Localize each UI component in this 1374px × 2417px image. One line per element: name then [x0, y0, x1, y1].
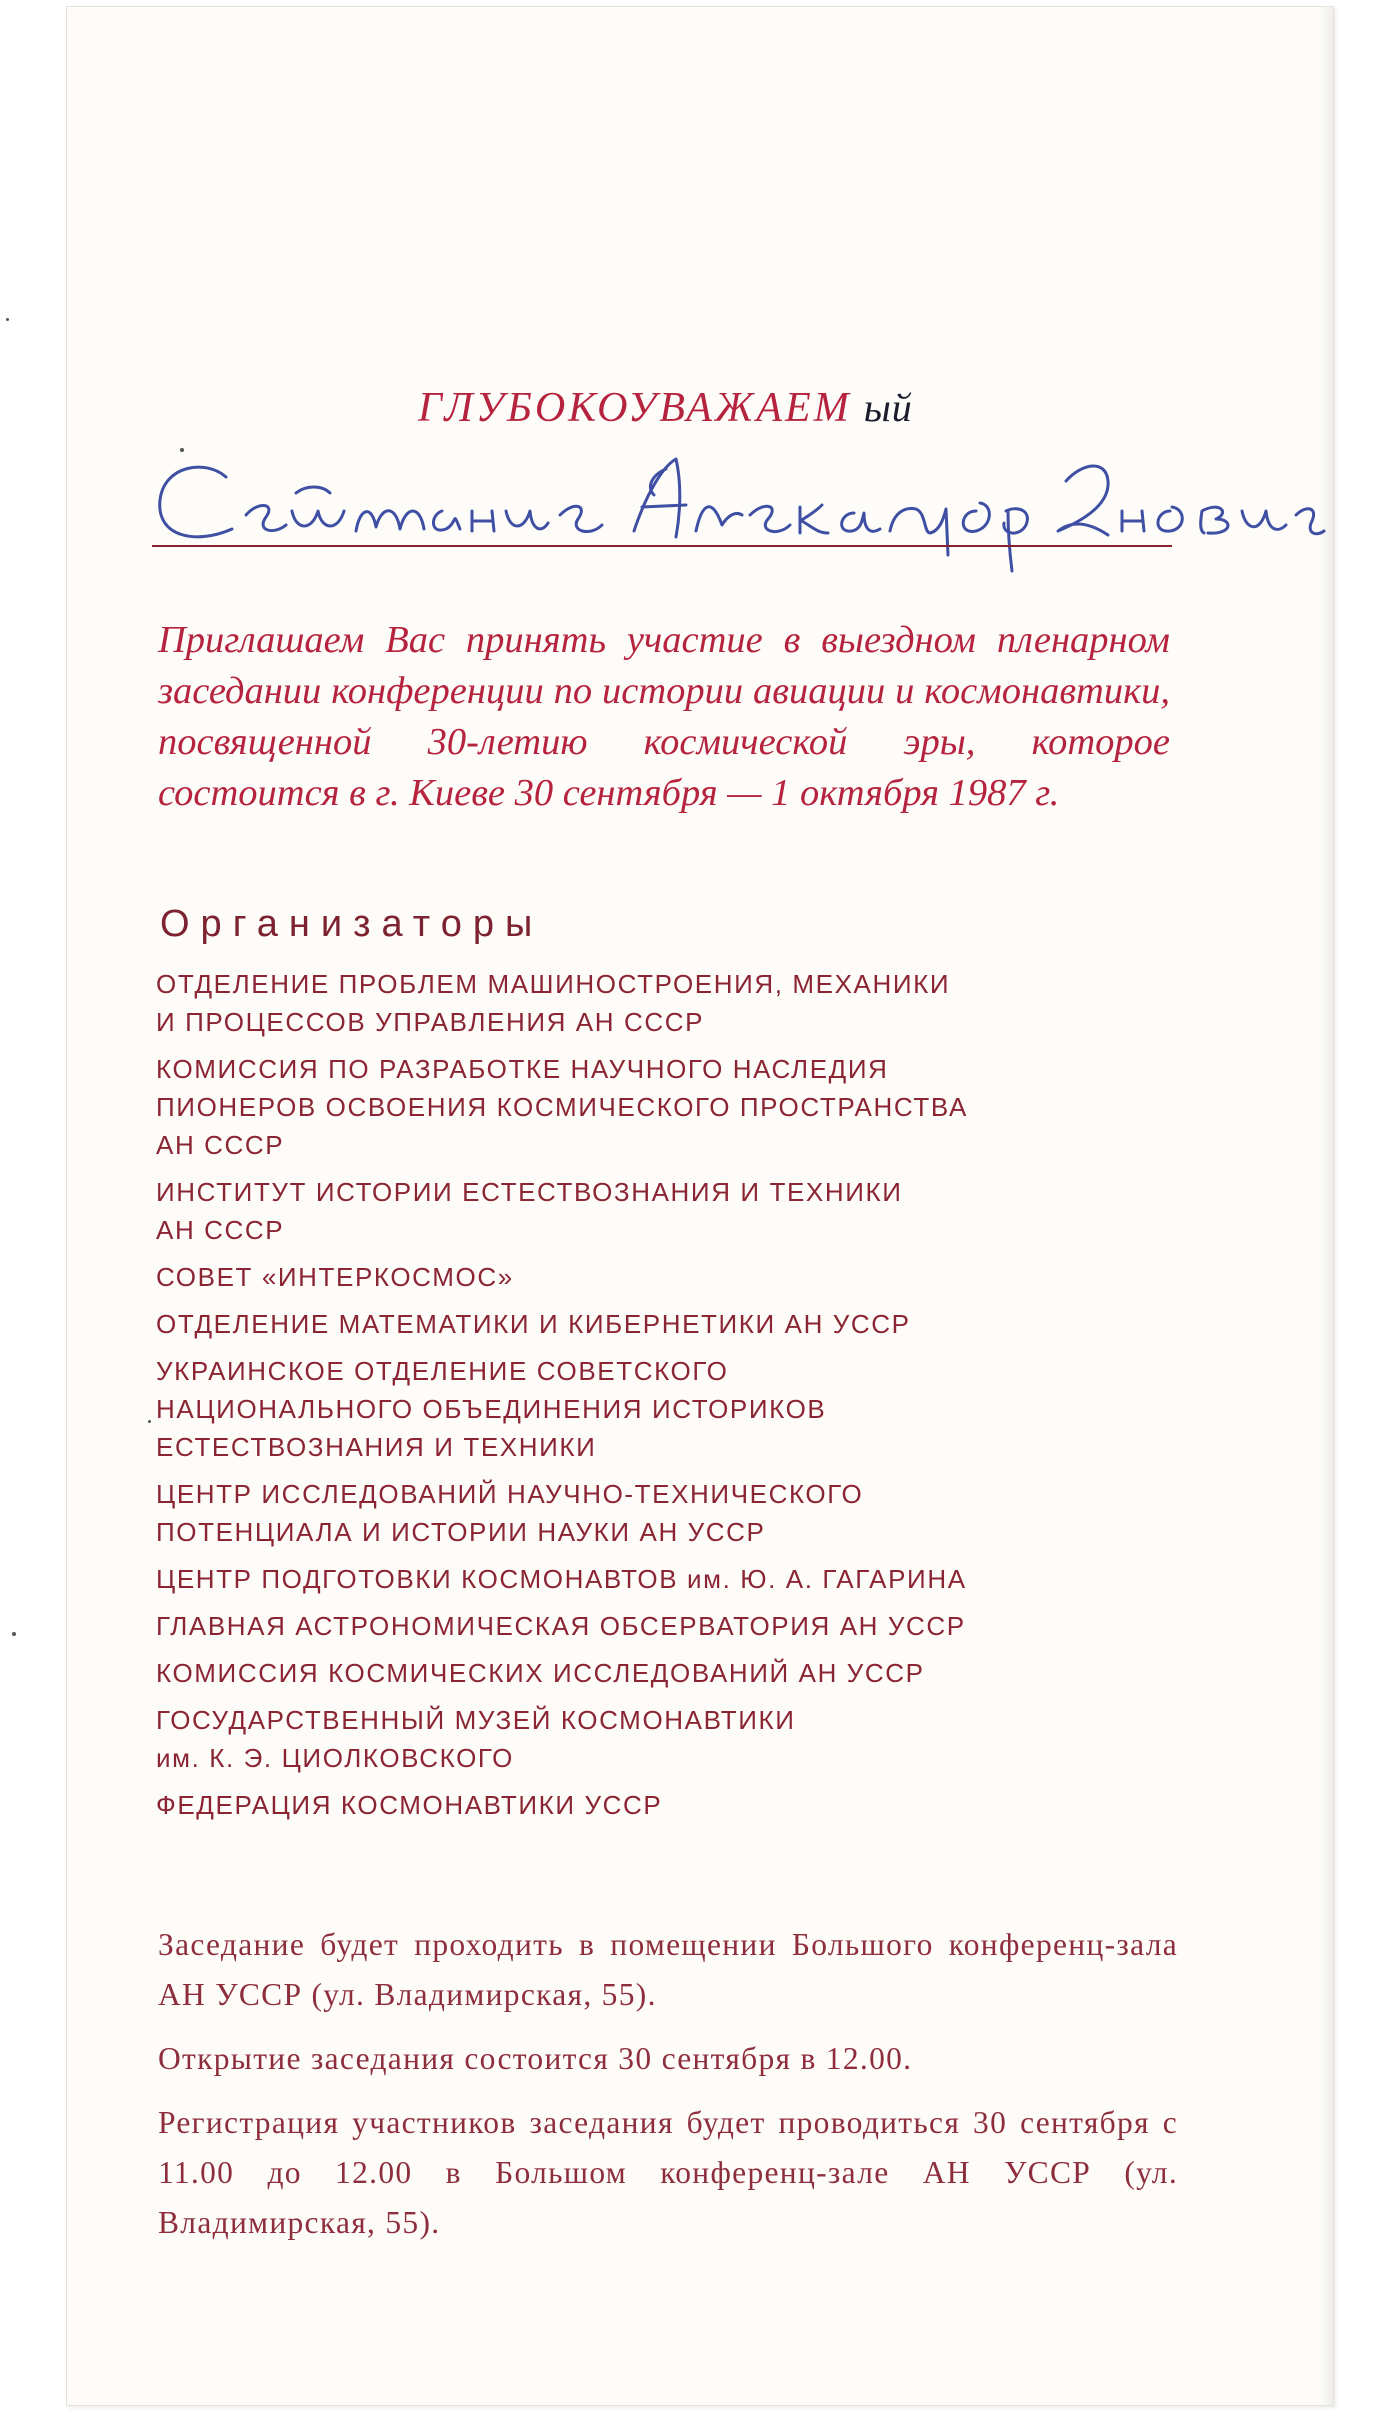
paper-speck	[12, 1632, 16, 1636]
venue-text: Заседание будет проходить в помещении Большого конференц-зала АН УССР (ул. Владимирская, 55).	[158, 1927, 1178, 2012]
paper-speck	[180, 448, 184, 452]
meeting-details	[158, 1920, 1178, 2262]
opening-text: Открытие заседания состоится 30 сентября в 12.00.	[158, 2041, 913, 2076]
organizer-item	[156, 1352, 1216, 1466]
organizer-line: им. К. Э. ЦИОЛКОВСКОГО	[156, 1743, 514, 1773]
organizer-line: ЦЕНТР ПОДГОТОВКИ КОСМОНАВТОВ им. Ю. А. ГАГАРИНА	[156, 1564, 967, 1594]
organizer-item	[156, 1475, 1216, 1551]
organizer-line: И ПРОЦЕССОВ УПРАВЛЕНИЯ АН СССР	[156, 1007, 705, 1037]
organizer-item	[156, 1305, 1216, 1343]
organizer-item	[156, 1786, 1216, 1824]
organizer-item	[156, 1607, 1216, 1645]
organizer-line: АН СССР	[156, 1215, 285, 1245]
organizer-line: ЦЕНТР ИССЛЕДОВАНИЙ НАУЧНО-ТЕХНИЧЕСКОГО	[156, 1479, 864, 1509]
organizer-item	[156, 1258, 1216, 1296]
invitation-text: Приглашаем Вас принять участие в выездном пленарном заседании конференции по истории авиации и космонавтики, посвященной 30-летию космической эры, которое состоится в г. Киеве 30 сентября — 1 октября 1987 г.	[158, 619, 1170, 814]
organizer-line: НАЦИОНАЛЬНОГО ОБЪЕДИНЕНИЯ ИСТОРИКОВ	[156, 1394, 827, 1424]
salutation-text: ГЛУБОКОУВАЖАЕМ	[418, 385, 852, 431]
organizer-item	[156, 1173, 1216, 1249]
registration-text: Регистрация участников заседания будет проводиться 30 сентября с 11.00 до 12.00 в Большом конференц-зале АН УССР (ул. Владимирская, 55).	[158, 2105, 1178, 2240]
paper-speck	[6, 318, 9, 321]
paper-edge-shadow	[1319, 7, 1333, 2405]
organizer-line: ФЕДЕРАЦИЯ КОСМОНАВТИКИ УССР	[156, 1790, 663, 1820]
organizer-line: ПИОНЕРОВ ОСВОЕНИЯ КОСМИЧЕСКОГО ПРОСТРАНСТВА	[156, 1092, 968, 1122]
handwritten-recipient-name	[146, 445, 1326, 575]
organizer-line: ИНСТИТУТ ИСТОРИИ ЕСТЕСТВОЗНАНИЯ И ТЕХНИКИ	[156, 1177, 903, 1207]
organizers-heading: Организаторы	[160, 903, 544, 945]
organizer-line: ПОТЕНЦИАЛА И ИСТОРИИ НАУКИ АН УССР	[156, 1517, 766, 1547]
organizer-line: УКРАИНСКОЕ ОТДЕЛЕНИЕ СОВЕТСКОГО	[156, 1356, 729, 1386]
organizer-item	[156, 1050, 1216, 1164]
organizer-item	[156, 965, 1216, 1041]
organizer-line: ОТДЕЛЕНИЕ ПРОБЛЕМ МАШИНОСТРОЕНИЯ, МЕХАНИКИ	[156, 969, 951, 999]
organizers-list	[156, 965, 1216, 1833]
name-underline	[152, 545, 1172, 547]
organizer-item	[156, 1560, 1216, 1598]
organizer-line: КОМИССИЯ ПО РАЗРАБОТКЕ НАУЧНОГО НАСЛЕДИЯ	[156, 1054, 889, 1084]
organizer-line: КОМИССИЯ КОСМИЧЕСКИХ ИССЛЕДОВАНИЙ АН УССР	[156, 1658, 925, 1688]
paper-speck	[148, 1420, 151, 1423]
salutation-suffix: ый	[863, 385, 913, 430]
salutation-heading	[418, 384, 913, 432]
organizer-line: ОТДЕЛЕНИЕ МАТЕМАТИКИ И КИБЕРНЕТИКИ АН УССР	[156, 1309, 911, 1339]
organizer-item	[156, 1701, 1216, 1777]
organizer-line: ГЛАВНАЯ АСТРОНОМИЧЕСКАЯ ОБСЕРВАТОРИЯ АН УССР	[156, 1611, 966, 1641]
organizer-line: ЕСТЕСТВОЗНАНИЯ И ТЕХНИКИ	[156, 1432, 597, 1462]
organizer-line: АН СССР	[156, 1130, 285, 1160]
organizer-line: СОВЕТ «ИНТЕРКОСМОС»	[156, 1262, 514, 1292]
organizer-line: ГОСУДАРСТВЕННЫЙ МУЗЕЙ КОСМОНАВТИКИ	[156, 1705, 796, 1735]
organizer-item	[156, 1654, 1216, 1692]
